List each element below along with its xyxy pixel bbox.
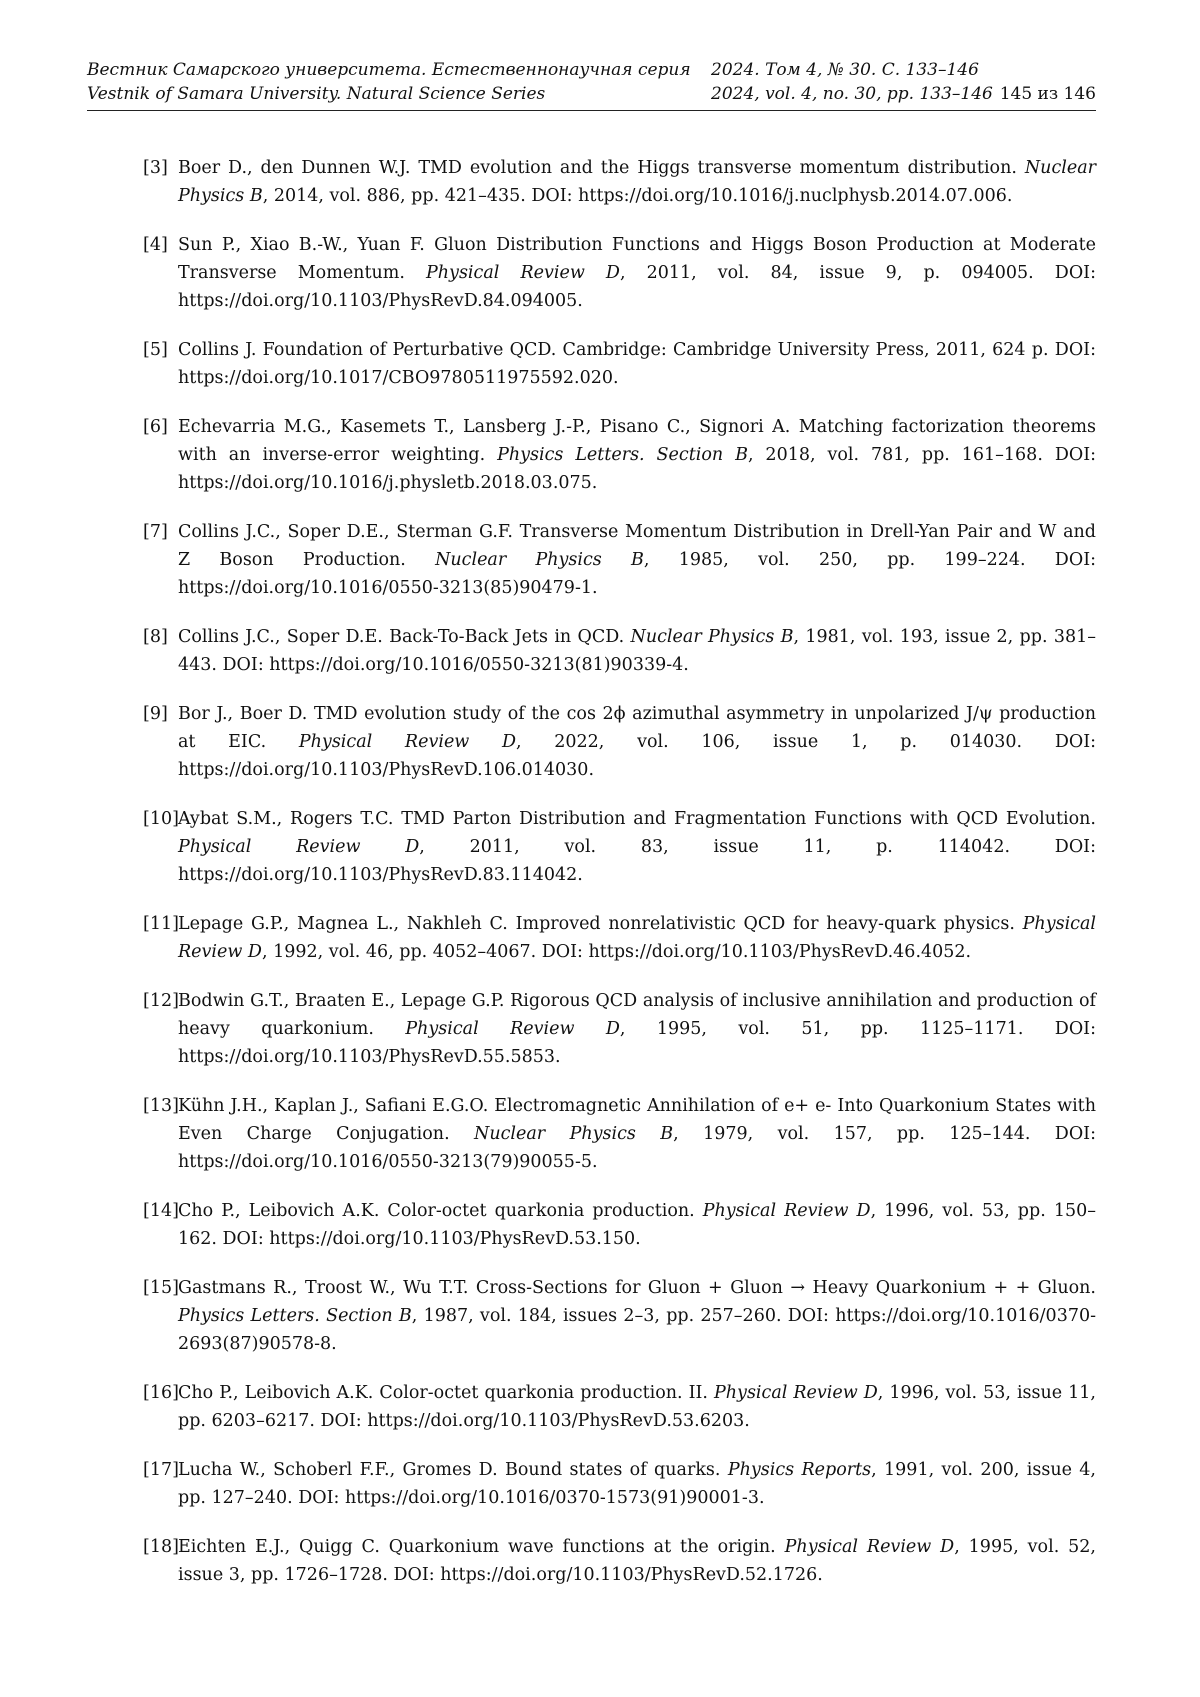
reference-details: , 1996, vol. 53, pp. 150–162. DOI: https://doi.org/10.1103/PhysRevD.53.150. xyxy=(178,1201,1096,1249)
reference-journal: Physical Review D xyxy=(702,1201,871,1221)
reference-text: Sun P., Xiao B.-W., Yuan F. Gluon Distribution Functions and Higgs Boson Production at Moderate Transverse Momentum. xyxy=(178,235,1096,283)
reference-details: , 2011, vol. 84, issue 9, p. 094005. DOI: https://doi.org/10.1103/PhysRevD.84.094005. xyxy=(178,263,1096,311)
reference-item xyxy=(143,413,1096,497)
reference-details: , 1985, vol. 250, pp. 199–224. DOI: https://doi.org/10.1016/0550-3213(85)90479-1. xyxy=(178,550,1096,598)
running-header xyxy=(87,58,1096,111)
reference-item xyxy=(143,1533,1096,1589)
reference-journal: Physical Review D xyxy=(298,732,517,752)
reference-journal: Nuclear Physics B xyxy=(630,627,794,647)
reference-text: Kühn J.H., Kaplan J., Safiani E.G.O. Electromagnetic Annihilation of e+ e- Into Quarkonium States with Even Charge Conjugation. xyxy=(178,1096,1096,1144)
reference-number: [13] xyxy=(143,1096,179,1116)
reference-text: Bodwin G.T., Braaten E., Lepage G.P. Rigorous QCD analysis of inclusive annihilation and production of heavy quarkonium. xyxy=(178,991,1096,1039)
reference-details: , 1992, vol. 46, pp. 4052–4067. DOI: https://doi.org/10.1103/PhysRevD.46.4052. xyxy=(261,942,972,962)
reference-text: Lepage G.P., Magnea L., Nakhleh C. Improved nonrelativistic QCD for heavy-quark physics. xyxy=(178,914,1023,934)
reference-item xyxy=(143,1379,1096,1435)
reference-number: [14] xyxy=(143,1201,179,1221)
header-journal-ru: Вестник Самарского университета. Естественнонаучная серия xyxy=(87,60,691,80)
reference-journal: Physical Review D xyxy=(178,914,1096,962)
reference-journal: Physics Letters. Section B xyxy=(178,1306,412,1326)
reference-number: [6] xyxy=(143,417,168,437)
reference-details: , 1981, vol. 193, issue 2, pp. 381–443. DOI: https://doi.org/10.1016/0550-3213(81)90339-4. xyxy=(178,627,1096,675)
reference-number: [11] xyxy=(143,914,179,934)
header-issue-en: 2024, vol. 4, no. 30, pp. 133–146 xyxy=(711,84,993,104)
reference-list xyxy=(143,154,1096,1610)
reference-text: Cho P., Leibovich A.K. Color-octet quarkonia production. xyxy=(178,1201,703,1221)
reference-details: , 1996, vol. 53, issue 11, pp. 6203–6217. DOI: https://doi.org/10.1103/PhysRevD.53.6203. xyxy=(178,1383,1096,1431)
reference-number: [5] xyxy=(143,340,168,360)
reference-text: Bor J., Boer D. TMD evolution study of the cos 2ϕ azimuthal asymmetry in unpolarized J/ψ production at EIC. xyxy=(178,704,1096,752)
reference-number: [17] xyxy=(143,1460,179,1480)
reference-item xyxy=(143,1197,1096,1253)
reference-item xyxy=(143,1456,1096,1512)
reference-text: Collins J.C., Soper D.E. Back-To-Back Jets in QCD. xyxy=(178,627,631,647)
reference-journal: Physical Review D xyxy=(784,1537,955,1557)
header-row-en xyxy=(87,82,1096,106)
reference-item xyxy=(143,518,1096,602)
reference-details: , 1991, vol. 200, issue 4, pp. 127–240. DOI: https://doi.org/10.1016/0370-1573(91)90001-3. xyxy=(178,1460,1096,1508)
reference-journal: Physical Review D xyxy=(426,263,620,283)
reference-details: , 1995, vol. 51, pp. 1125–1171. DOI: https://doi.org/10.1103/PhysRevD.55.5853. xyxy=(178,1019,1096,1067)
reference-text: Boer D., den Dunnen W.J. TMD evolution and the Higgs transverse momentum distribution. xyxy=(178,158,1025,178)
reference-text: Gastmans R., Troost W., Wu T.T. Cross-Sections for Gluon + Gluon → Heavy Quarkonium + + Gluon. xyxy=(178,1278,1096,1298)
reference-text: Collins J. Foundation of Perturbative QCD. Cambridge: Cambridge University Press, 2011, 624 p. DOI: https://doi.org/10.1017/CBO9780511975592.020. xyxy=(178,340,1096,388)
header-issue-ru: 2024. Том 4, № 30. С. 133–146 xyxy=(711,60,979,80)
reference-number: [9] xyxy=(143,704,168,724)
reference-details: , 1987, vol. 184, issues 2–3, pp. 257–260. DOI: https://doi.org/10.1016/0370-2693(87)90578-8. xyxy=(178,1306,1097,1354)
reference-item xyxy=(143,805,1096,889)
reference-number: [12] xyxy=(143,991,179,1011)
reference-journal: Nuclear Physics B xyxy=(435,550,644,570)
reference-details: , 2014, vol. 886, pp. 421–435. DOI: https://doi.org/10.1016/j.nuclphysb.2014.07.006. xyxy=(262,186,1013,206)
reference-number: [10] xyxy=(143,809,179,829)
reference-text: Lucha W., Schoberl F.F., Gromes D. Bound states of quarks. xyxy=(178,1460,728,1480)
reference-journal: Physical Review D xyxy=(178,837,420,857)
reference-journal: Physical Review D xyxy=(714,1383,878,1403)
reference-text: Collins J.C., Soper D.E., Sterman G.F. Transverse Momentum Distribution in Drell-Yan Pair and W and Z Boson Production. xyxy=(178,522,1096,570)
reference-number: [15] xyxy=(143,1278,179,1298)
reference-item xyxy=(143,154,1096,210)
reference-item xyxy=(143,700,1096,784)
reference-journal: Physical Review D xyxy=(405,1019,620,1039)
reference-number: [4] xyxy=(143,235,168,255)
reference-text: Eichten E.J., Quigg C. Quarkonium wave functions at the origin. xyxy=(178,1537,785,1557)
reference-details: , 2018, vol. 781, pp. 161–168. DOI: https://doi.org/10.1016/j.physletb.2018.03.075. xyxy=(178,445,1097,493)
reference-item xyxy=(143,231,1096,315)
reference-journal: Nuclear Physics B xyxy=(474,1124,674,1144)
reference-details: , 1995, vol. 52, issue 3, pp. 1726–1728. DOI: https://doi.org/10.1103/PhysRevD.52.1726. xyxy=(178,1537,1096,1585)
reference-journal: Physics Reports xyxy=(727,1460,872,1480)
reference-number: [16] xyxy=(143,1383,179,1403)
reference-number: [8] xyxy=(143,627,168,647)
header-journal-en: Vestnik of Samara University. Natural Science Series xyxy=(87,84,546,104)
reference-text: Aybat S.M., Rogers T.C. TMD Parton Distribution and Fragmentation Functions with QCD Evolution. xyxy=(178,809,1096,829)
reference-journal: Physics Letters. Section B xyxy=(497,445,748,465)
reference-number: [3] xyxy=(143,158,168,178)
page-counter: 145 из 146 xyxy=(999,84,1096,104)
reference-journal: Nuclear Physics B xyxy=(178,158,1096,206)
reference-text: Cho P., Leibovich A.K. Color-octet quarkonia production. II. xyxy=(178,1383,715,1403)
reference-details: , 2011, vol. 83, issue 11, p. 114042. DOI: https://doi.org/10.1103/PhysRevD.83.114042. xyxy=(178,837,1096,885)
reference-item xyxy=(143,910,1096,966)
reference-item xyxy=(143,1274,1096,1358)
reference-item xyxy=(143,1092,1096,1176)
reference-details: , 1979, vol. 157, pp. 125–144. DOI: https://doi.org/10.1016/0550-3213(79)90055-5. xyxy=(178,1124,1096,1172)
header-row-ru xyxy=(87,58,1096,82)
reference-number: [18] xyxy=(143,1537,179,1557)
reference-item xyxy=(143,987,1096,1071)
reference-details: , 2022, vol. 106, issue 1, p. 014030. DOI: https://doi.org/10.1103/PhysRevD.106.014030. xyxy=(178,732,1096,780)
reference-text: Echevarria M.G., Kasemets T., Lansberg J.-P., Pisano C., Signori A. Matching factorization theorems with an inverse-error weighting. xyxy=(178,417,1096,465)
reference-item xyxy=(143,336,1096,392)
reference-item xyxy=(143,623,1096,679)
reference-number: [7] xyxy=(143,522,168,542)
